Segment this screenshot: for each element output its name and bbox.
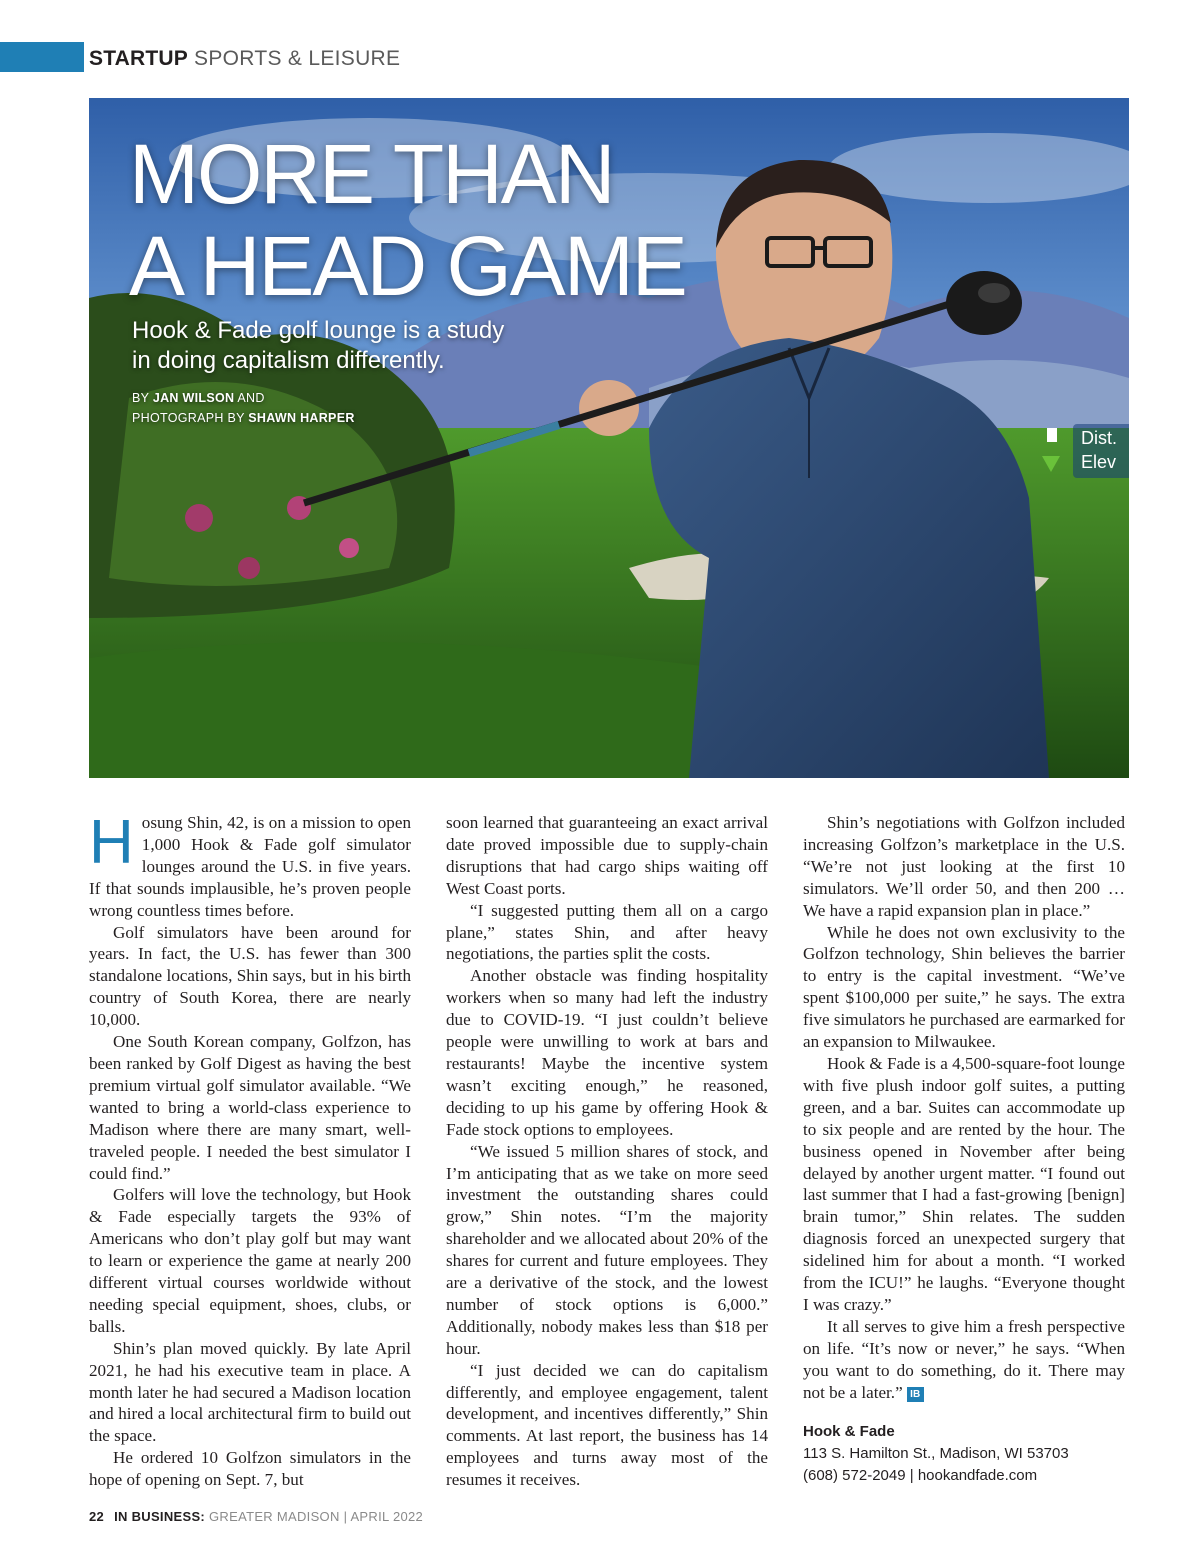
- publication-name: IN BUSINESS:: [114, 1509, 206, 1524]
- photo-prefix: PHOTOGRAPH BY: [132, 411, 245, 425]
- paragraph: soon learned that guaranteeing an exact arrival date proved impossible due to supply-chain disruptions that had cargo ships waiting off West Coast ports.: [446, 813, 768, 898]
- page-number: 22: [89, 1509, 105, 1524]
- hero-photo: [89, 98, 1129, 778]
- paragraph: “We issued 5 million shares of stock, and I’m anticipating that as we take on more seed investment the outstanding shares could grow,” Shin notes. “I’m the majority shareholder and we allocated about 20% of the shares for current and future employees. They are a derivative of the stock, and the lowest number of stock options is 6,000.” Additionally, nobody makes less than $18 per hour.: [446, 1141, 768, 1358]
- section-sub: SPORTS & LEISURE: [194, 47, 401, 70]
- paragraph: [803, 1316, 1125, 1404]
- paragraph: “I just decided we can do capitalism differently, and employee engagement, talent development, and incentives differently,” Shin comments. At last report, the business has 14 employees and turns away most of the resumes it receives.: [446, 1360, 768, 1490]
- author-name: JAN WILSON: [152, 391, 235, 405]
- headline-line-1: MORE THAN: [129, 127, 614, 221]
- headline: [129, 128, 686, 312]
- article-body: [89, 808, 1129, 1502]
- paragraph: Golf simulators have been around for years. In fact, the U.S. has fewer than 300 standalone locations, Shin says, but in his birth country of South Korea, there are nearly 10,000.: [89, 922, 411, 1030]
- end-mark-icon: IB: [907, 1387, 924, 1402]
- contact-separator: |: [909, 1467, 914, 1485]
- paragraph: Hook & Fade is a 4,500-square-foot lounge with five plush indoor golf suites, a putting green, and a bar. Suites can accommodate up to six people and are rented by the hour. The business opened in November after being delayed by another urgent matter. “I found out last summer that I had a fast-growing [benign] brain tumor,” Shin relates. The sudden diagnosis forced an unexpected surgery that sidelined him for about a month. “I worked from the ICU!” he laughs. “Everyone thought I was crazy.”: [803, 1053, 1125, 1314]
- byline-author-line: [132, 388, 355, 408]
- paragraph: While he does not own exclusivity to the Golfzon technology, Shin believes the barrier to entry is the capital investment. “We’ve spent $100,000 per suite,” he says. The extra five simulators he purchased are earmarked for an expansion to Milwaukee.: [803, 922, 1125, 1052]
- paragraph: He ordered 10 Golfzon simulators in the hope of opening on Sept. 7, but: [89, 1448, 411, 1490]
- byline: [132, 388, 355, 428]
- deck: [132, 316, 504, 376]
- column-1: [89, 808, 411, 1491]
- paragraph: Shin’s plan moved quickly. By late April 2021, he had his executive team in place. A month later he had secured a Madison location and hired a local architectural firm to build out the space.: [89, 1338, 411, 1446]
- paragraph: “I suggested putting them all on a cargo plane,” states Shin, and after heavy negotiations, the parties split the costs.: [446, 900, 768, 964]
- business-website[interactable]: hookandfade.com: [917, 1467, 1038, 1485]
- section-color-bar: [0, 42, 84, 72]
- simulator-hud: [1073, 424, 1129, 478]
- byline-photo-line: [132, 408, 355, 428]
- paragraph: [89, 808, 411, 922]
- paragraph: Another obstacle was finding hospitality workers when so many had left the industry due to COVID-19. “I just couldn’t believe people were unwilling to work at bars and restaurants! Maybe the incentive system wasn’t exciting enough,” he reasoned, deciding to up his game by offering Hook & Fade stock options to employees.: [446, 966, 768, 1139]
- business-phone-web: [803, 1465, 1125, 1487]
- paragraph: One South Korean company, Golfzon, has been ranked by Golf Digest as having the best premium virtual golf simulator available. “We wanted to bring a world-class experience to Madison where there are many smart, well-traveled people. I needed the best simulator I could find.”: [89, 1032, 411, 1183]
- business-name: Hook & Fade: [803, 1423, 895, 1441]
- deck-line-2: in doing capitalism differently.: [132, 347, 445, 374]
- column-3: [803, 812, 1125, 1487]
- deck-line-1: Hook & Fade golf lounge is a study: [132, 317, 505, 344]
- business-address: 113 S. Hamilton St., Madison, WI 53703: [803, 1445, 1069, 1463]
- section-label: [89, 44, 400, 74]
- paragraph-text: osung Shin, 42, is on a mission to open 1,000 Hook & Fade golf simulator lounges around the U.S. in five years. If that sounds implausible, he’s proven people wrong countless times before.: [89, 813, 411, 920]
- page-footer: [89, 1509, 423, 1524]
- hud-line-1: Dist.: [1081, 428, 1117, 448]
- headline-line-2: A HEAD GAME: [129, 219, 686, 313]
- paragraph: Shin’s negotiations with Golfzon included increasing Golfzon’s marketplace in the U.S. “We’re not just looking at the first 10 simulators. We’ll order 50, and then 200 … We have a rapid expansion plan in place.”: [803, 813, 1125, 920]
- paragraph: Golfers will love the technology, but Hook & Fade especially targets the 93% of Americans who don’t play golf but may want to learn or experience the game at nearly 200 different virtual courses worldwide without needing special equipment, shoes, clubs, or balls.: [89, 1185, 411, 1336]
- byline-prefix: BY: [132, 391, 150, 405]
- column-2: [446, 812, 768, 1491]
- paragraph-text: It all serves to give him a fresh perspective on life. “It’s now or never,” he says. “When you want to do something, do it. There may not be a later.”: [803, 1316, 1125, 1402]
- publication-issue: GREATER MADISON | APRIL 2022: [209, 1509, 424, 1524]
- section-main: STARTUP: [89, 47, 189, 70]
- drop-cap: H: [89, 808, 134, 877]
- business-phone: (608) 572-2049: [803, 1467, 906, 1485]
- hud-line-2: Elev: [1081, 452, 1117, 472]
- photographer-name: SHAWN HARPER: [248, 411, 355, 425]
- business-contact: [803, 1421, 1125, 1487]
- byline-and: AND: [237, 391, 265, 405]
